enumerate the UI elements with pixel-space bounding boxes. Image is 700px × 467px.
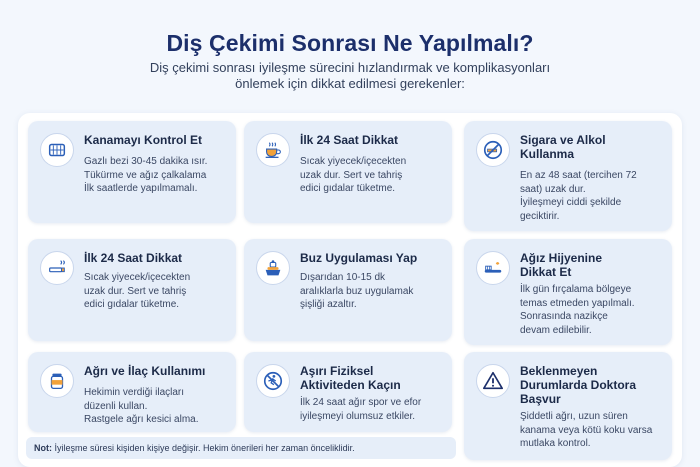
card-body-line: iyileşmeyi olumsuz etkiler. (300, 410, 416, 422)
card-title-line: Başvur (520, 392, 561, 406)
card-title-line: Dikkat Et (520, 265, 572, 279)
card-title (300, 364, 444, 392)
card-bleeding-control (28, 121, 236, 223)
card-body-line: geciktirir. (520, 210, 560, 222)
card-body-line: devam edilebilir. (520, 324, 592, 336)
card-body-line: mutlaka kontrol. (520, 438, 591, 449)
card-body-line: Rastgele ağrı kesici alma. (84, 414, 199, 425)
card-body (520, 169, 664, 223)
footnote (26, 437, 456, 459)
card-body-line: İlk saatlerde yapılmamalı. (84, 183, 198, 194)
card-body-line: edici gıdalar tüketme. (300, 183, 396, 194)
card-avoid-physical-activity (244, 352, 452, 432)
cigarette-icon (40, 251, 74, 285)
card-title-line: Sigara ve Alkol (520, 133, 606, 147)
card-title (520, 133, 664, 161)
card-title-line: Aktiviteden Kaçın (300, 378, 401, 392)
card-body-line: Dışarıdan 10-15 dk (300, 272, 386, 283)
card-title-line: Beklenmeyen (520, 364, 598, 378)
card-title: Buz Uygulaması Yap (300, 251, 418, 265)
toothbrush-icon (476, 251, 510, 285)
card-ice-application (244, 239, 452, 341)
no-smoking-icon (476, 133, 510, 167)
card-body-line: temas etmeden yapılmalı. (520, 297, 635, 309)
card-body (520, 283, 664, 337)
card-title-line: Ağız Hijyenine (520, 251, 603, 265)
card-body-line: uzak dur. Sert ve tahriş (300, 169, 403, 181)
card-title (520, 364, 664, 406)
card-body-line: Gazlı bezi 30-45 dakika ısır. (84, 156, 208, 167)
card-body-line: İlk 24 saat ağır spor ve efor (300, 397, 422, 408)
card-title-line: Kullanma (520, 147, 575, 161)
card-body (300, 155, 444, 196)
card-title: İlk 24 Saat Dikkat (84, 251, 183, 265)
card-body-line: Tükürme ve ağız çalkalama (84, 169, 207, 181)
card-first-24h-hot-food (244, 121, 452, 223)
card-body-line: Sıcak yiyecek/içecekten (300, 156, 407, 167)
card-title: İlk 24 Saat Dikkat (300, 133, 399, 147)
card-body-line: saat) uzak dur. (520, 183, 586, 195)
hot-cup-icon (256, 133, 290, 167)
card-body-line: Şiddetli ağrı, uzun süren (520, 411, 628, 422)
card-body (84, 271, 228, 312)
card-title (520, 251, 664, 279)
gauze-icon (40, 133, 74, 167)
warning-icon (476, 364, 510, 398)
card-body-line: Sonrasında nazikçe (520, 311, 608, 322)
card-pain-medication (28, 352, 236, 432)
card-body-line: İlk gün fırçalama bölgeye (520, 284, 632, 295)
card-title: Ağrı ve İlaç Kullanımı (84, 364, 206, 378)
card-body-line: Hekimin verdiği ilaçları (84, 387, 185, 398)
card-body-line: Sıcak yiyecek/içecekten (84, 272, 191, 283)
card-body (84, 155, 228, 196)
card-first-24h-attention (28, 239, 236, 341)
card-no-smoking-alcohol (464, 121, 672, 231)
card-body (300, 396, 444, 423)
card-oral-hygiene (464, 239, 672, 345)
card-title-line: Durumlarda Doktora (520, 378, 637, 392)
subtitle-line-2: önlemek için dikkat edilmesi gerekenler: (235, 76, 465, 91)
card-body-line: kanama veya kötü koku varsa (520, 424, 653, 436)
card-body-line: aralıklarla buz uygulamak (300, 285, 414, 297)
card-consult-doctor (464, 352, 672, 460)
card-body (520, 410, 664, 451)
card-body-line: şişliği azaltır. (300, 299, 357, 310)
ice-pack-icon (256, 251, 290, 285)
card-body (300, 271, 444, 312)
subtitle-line-1: Diş çekimi sonrası iyileşme sürecini hızlandırmak ve komplikasyonları (149, 60, 551, 75)
no-exercise-icon (256, 364, 290, 398)
footnote-label: Not: (34, 443, 52, 453)
card-body (84, 386, 228, 427)
card-body-line: İyileşmeyi ciddi şekilde (520, 197, 622, 208)
card-body-line: düzenli kullan. (84, 400, 148, 412)
card-body-line: uzak dur. Sert ve tahriş (84, 285, 187, 297)
page-title: Diş Çekimi Sonrası Ne Yapılmalı? (166, 30, 534, 56)
medicine-icon (40, 364, 74, 398)
card-body-line: En az 48 saat (tercihen 72 (520, 170, 637, 181)
card-body-line: edici gıdalar tüketme. (84, 299, 180, 310)
page-subtitle (110, 60, 590, 92)
footnote-text: İyileşme süresi kişiden kişiye değişir. Hekim önerileri her zaman önceliklidir. (52, 443, 355, 453)
card-title: Kanamayı Kontrol Et (84, 133, 203, 147)
card-title-line: Aşırı Fiziksel (300, 364, 374, 378)
